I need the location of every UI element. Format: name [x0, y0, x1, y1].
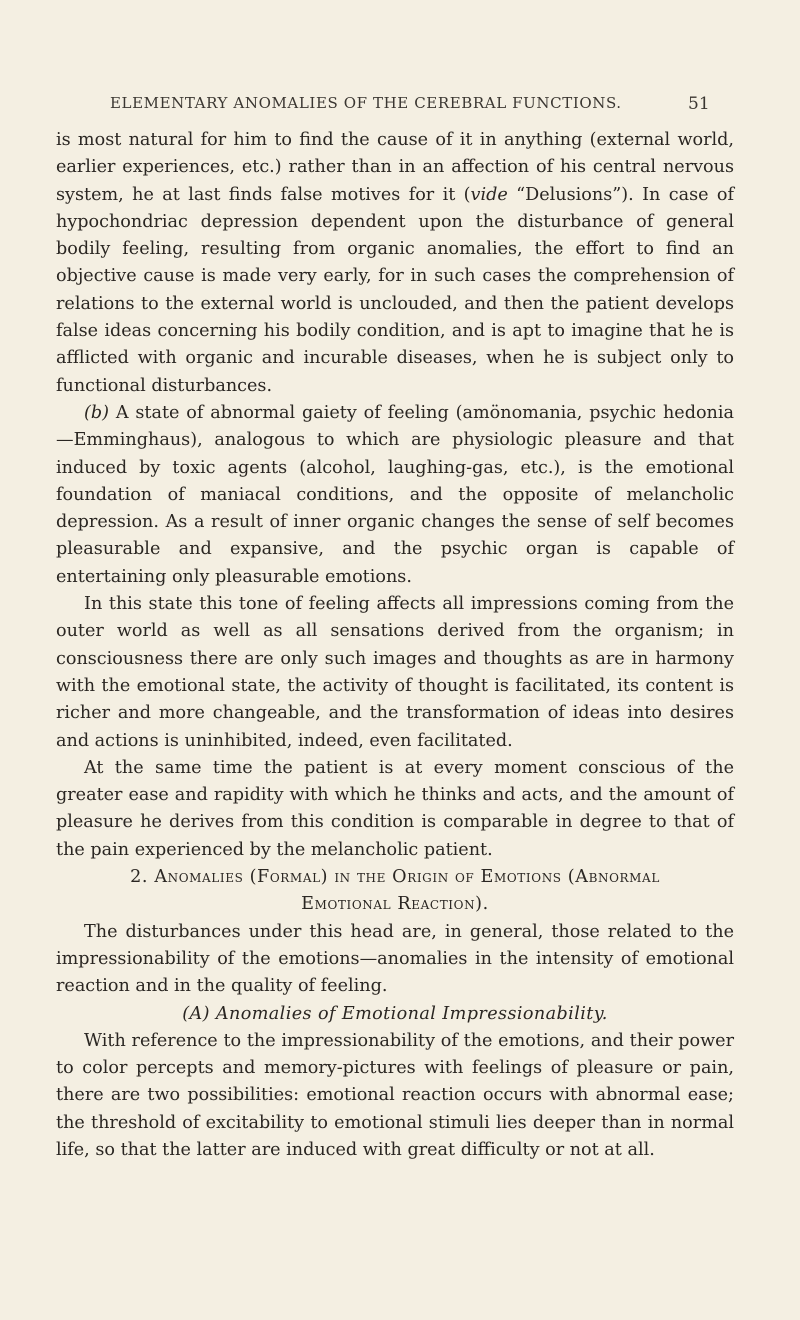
paragraph-5: The disturbances under this head are, in general, those related to the impressionability of the emotions—anomalies in the intensity of emotional reaction and in the quality of feeling.: [56, 921, 734, 997]
section-heading-line-2: Emotional Reaction).: [301, 894, 489, 915]
paragraph-3: In this state this tone of feeling affects all impressions coming from the outer world as well as all sensations derived from the organism; in consciousness there are only such images and thoughts as are in harmony with the emotional state, the activity of thought is facilitated, its content is richer and more changeable, and the transformation of ideas into desires and actions is uninhibited, indeed, even facilitated.: [56, 594, 734, 751]
running-head: ELEMENTARY ANOMALIES OF THE CEREBRAL FUNCTIONS.: [110, 94, 622, 112]
paragraph-1-vide: vide: [470, 184, 508, 205]
paragraph-1-tail: “Delusions”). In case of hypochondriac depression dependent upon the disturbance of general bodily feeling, resulting from organic anomalies, the effort to find an objective cause is made very early, for in such cases the comprehension of relations to the external world is unclouded, and then the patient develops false ideas concerning his bodily condition, and is apt to imagine that he is afflicted with organic and incurable diseases, when he is subject only to functional disturbances.: [56, 184, 734, 396]
subsection-heading: (A) Anomalies of Emotional Impressionability.: [182, 1003, 608, 1024]
section-heading-number: 2.: [130, 867, 149, 888]
paragraph-2: [56, 400, 734, 591]
paragraph-1-lead: is most natural for him to find the cause of it in anything (external world, earlier experiences, etc.) rather than in an affection of his central nervous system, he at last finds false motives for it (: [56, 130, 734, 205]
page-number: 51: [688, 94, 710, 114]
section-heading-line-1: Anomalies (Formal) in the Origin of Emotions (Abnormal: [154, 867, 660, 888]
paragraph-6: With reference to the impressionability of the emotions, and their power to color percepts and memory-pictures with feelings of pleasure or pain, there are two possibilities: emotional reaction occurs with abnormal ease; the threshold of excitability to emotional stimuli lies deeper than in normal life, so that the latter are induced with great difficulty or not at all.: [56, 1030, 734, 1160]
paragraph-2-text: A state of abnormal gaiety of feeling (amönomania, psychic hedonia—Emminghaus), analogous to which are physiologic pleasure and that induced by toxic agents (alcohol, laughing-gas, etc.), is the emotional foundation of maniacal conditions, and the opposite of melancholic depression. As a result of inner organic changes the sense of self becomes pleasurable and expansive, and the psychic organ is capable of entertaining only pleasurable emotions.: [56, 402, 734, 587]
paragraph-2-label: (b): [84, 402, 109, 423]
paragraph-1: [56, 127, 734, 400]
section-heading: [56, 864, 734, 919]
body-text: [56, 127, 734, 1164]
paragraph-4: At the same time the patient is at every moment conscious of the greater ease and rapidity with which he thinks and acts, and the amount of pleasure he derives from this condition is comparable in degree to that of the pain experienced by the melancholic patient.: [56, 757, 734, 860]
